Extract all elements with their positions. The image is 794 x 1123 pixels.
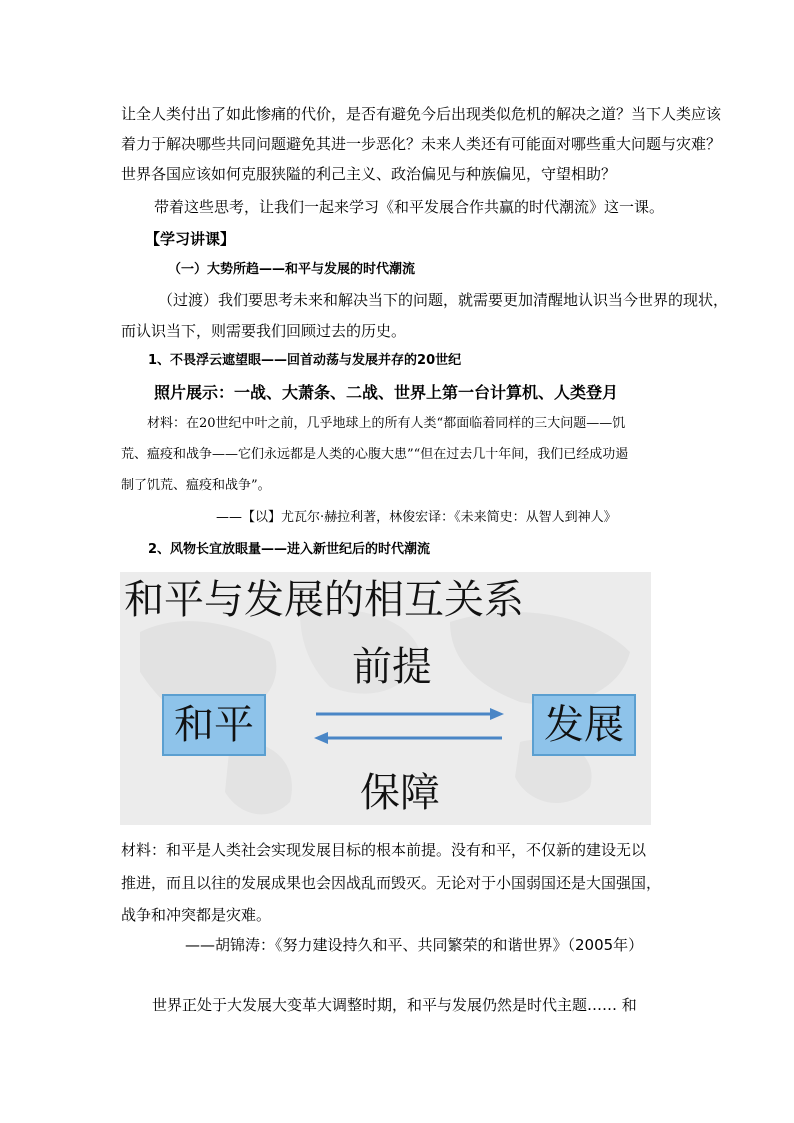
left-arrow-head	[314, 732, 328, 744]
paragraph-line: 世界各国应该如何克服狭隘的利己主义、政治偏见与种族偏见，守望相助？	[121, 165, 617, 183]
point-heading: 2、风物长宜放眼量——进入新世纪后的时代潮流	[148, 542, 431, 557]
right-arrow-head	[490, 708, 504, 720]
material-line: 材料：在20世纪中叶之前，几乎地球上的所有人类“都面临着同样的三大问题——饥	[147, 416, 626, 431]
material-line: 推进，而且以往的发展成果也会因战乱而毁灭。无论对于小国弱国还是大国强国，	[121, 874, 662, 892]
source-citation: ——胡锦涛：《努力建设持久和平、共同繁荣的和谐世界》（2005年）	[185, 936, 644, 954]
relationship-diagram	[120, 572, 651, 825]
development-box: 发展	[532, 694, 636, 756]
source-citation: ——【以】尤瓦尔·赫拉利著，林俊宏译：《未来简史：从智人到神人》	[216, 510, 617, 525]
section-heading: 【学习讲课】	[145, 230, 236, 248]
guarantee-label: 保障	[360, 770, 440, 816]
photo-show-line: 照片展示：一战、大萧条、二战、世界上第一台计算机、人类登月	[154, 383, 619, 402]
diagram-title: 和平与发展的相互关系	[124, 577, 524, 623]
paragraph-line: 而认识当下，则需要我们回顾过去的历史。	[121, 322, 407, 340]
subsection-heading: （一）大势所趋——和平与发展的时代潮流	[168, 262, 416, 277]
bidirectional-arrows	[310, 704, 510, 744]
peace-box: 和平	[162, 694, 266, 756]
material-line: 材料：和平是人类社会实现发展目标的根本前提。没有和平，不仅新的建设无以	[121, 841, 647, 859]
paragraph-line: （过渡）我们要思考未来和解决当下的问题，就需要更加清醒地认识当今世界的现状，	[158, 291, 729, 309]
paragraph-line: 世界正处于大发展大变革大调整时期，和平与发展仍然是时代主题…… 和	[152, 996, 637, 1014]
paragraph-line: 着力于解决哪些共同问题避免其进一步恶化？未来人类还有可能面对哪些重大问题与灾难？	[121, 135, 722, 153]
premise-label: 前提	[352, 644, 432, 690]
point-heading: 1、不畏浮云遮望眼——回首动荡与发展并存的20世纪	[148, 353, 462, 368]
paragraph-line: 让全人类付出了如此惨痛的代价，是否有避免今后出现类似危机的解决之道？当下人类应该	[121, 105, 722, 123]
paragraph-line: 带着这些思考，让我们一起来学习《和平发展合作共赢的时代潮流》这一课。	[154, 198, 665, 216]
material-line: 制了饥荒、瘟疫和战争”。	[121, 478, 271, 493]
material-line: 战争和冲突都是灾难。	[121, 906, 272, 924]
material-line: 荒、瘟疫和战争——它们永远都是人类的心腹大患”“但在过去几十年间，我们已经成功遏	[121, 447, 629, 462]
